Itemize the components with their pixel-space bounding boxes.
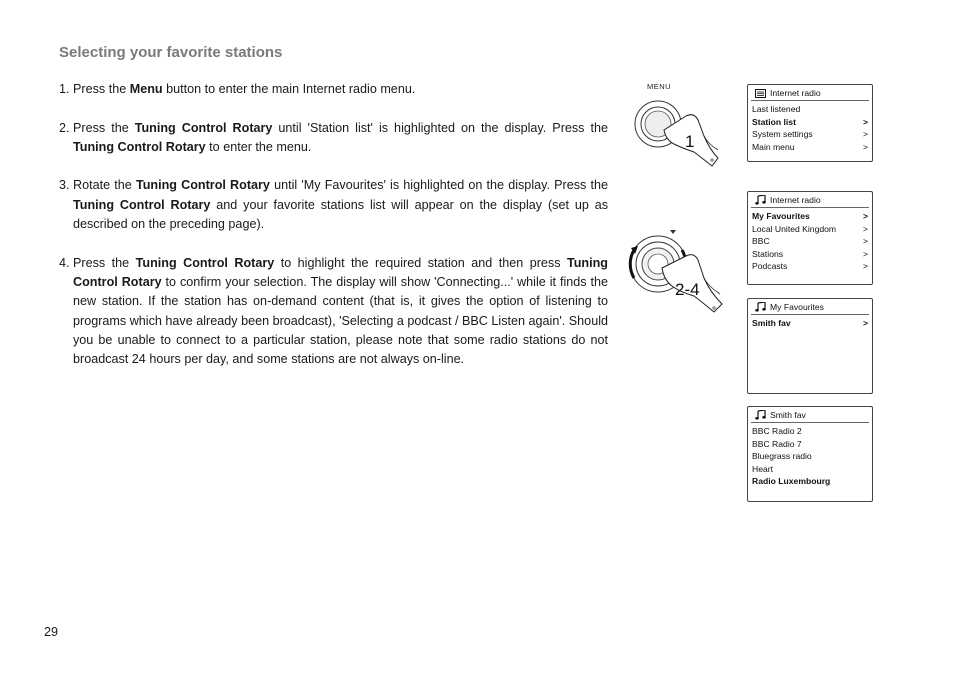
lcd-screen [747,191,873,285]
step-text: Press the Menu button to enter the main Internet radio menu. [73,82,416,96]
step-4 [59,254,608,370]
menu-item-label: Podcasts [752,261,788,272]
menu-list-item [748,317,872,330]
submenu-arrow [860,425,868,438]
step-2 [59,119,608,158]
music-note-icon [755,302,766,312]
menu-button-label: MENU [647,82,672,91]
submenu-arrow: > [862,211,868,221]
control-name: Tuning Control Rotary [73,255,608,289]
screen-title [751,85,869,101]
step-1 [59,80,608,99]
screen-title-text: Internet radio [770,194,821,205]
lcd-screen [747,84,873,162]
submenu-arrow [860,475,868,488]
menu-list-item [748,128,872,141]
screen-title-text: Internet radio [770,87,821,98]
music-note-icon [755,195,766,205]
section-heading: Selecting your favorite stations [59,44,283,61]
step-label-1: 1 [685,132,695,151]
step-text: Press the Tuning Control Rotary until 'Station list' is highlighted on the display. Press the Tuning Control Rotary to enter the menu. [73,120,608,154]
menu-button-illustration [634,92,724,172]
control-name: Tuning Control Rotary [135,178,270,193]
menu-item-label: Main menu [752,141,795,152]
music-note-icon [755,410,766,420]
submenu-arrow: > [862,141,868,152]
menu-list-item [748,103,872,116]
submenu-arrow [860,463,868,476]
lcd-screen [747,406,873,502]
control-name: Tuning Control Rotary [134,120,273,135]
screen-title-text: My Favourites [770,301,824,312]
submenu-arrow [860,438,868,451]
step-number: 3. [59,178,70,193]
step-text: Press the Tuning Control Rotary to highlight the required station and then press Tuning Control Rotary to confirm your selection. The display will show 'Connecting...' while it finds the new station. If the station has on-demand content (that is, it gives the option of listening to programs which have already been broadcast), 'Selecting a podcast / BBC Listen again'. Should you be unable to connect to a particular station, please note that some radio stations do not broadcast 24 hours per day, and some stations are not always on-line. [73,255,609,367]
submenu-arrow: > [862,261,868,272]
menu-item-label: Station list [752,116,796,127]
submenu-arrow: > [862,318,868,328]
menu-item-label: System settings [752,129,813,140]
menu-list-item [748,260,872,273]
menu-item-label: BBC [752,236,770,247]
menu-item-label: Radio Luxembourg [752,476,831,487]
list-icon [755,89,766,98]
menu-list-item [748,141,872,154]
submenu-arrow [860,103,868,116]
menu-item-label: Last listened [752,104,801,114]
step-text: Rotate the Tuning Control Rotary until 'My Favourites' is highlighted on the display. Press the Tuning Control Rotary and your favorite stations list will appear on the display (set up as described on the preceding page). [73,178,608,232]
control-name: Menu [129,82,163,96]
control-name: Tuning Control Rotary [73,139,206,154]
menu-list-item [748,438,872,451]
menu-item-label: Heart [752,463,774,474]
menu-list-item [748,425,872,438]
submenu-arrow: > [862,248,868,259]
menu-list-item [748,463,872,476]
submenu-arrow: > [862,236,868,247]
menu-list-item [748,116,872,129]
menu-list-item [748,475,872,488]
control-name: Tuning Control Rotary [73,197,211,212]
screen-title [751,407,869,423]
menu-item-label: Local United Kingdom [752,223,837,234]
screen-title-text: Smith fav [770,409,806,420]
step-number: 4. [59,255,70,270]
screen-title [751,299,869,315]
menu-item-label: Bluegrass radio [752,451,812,462]
submenu-arrow: > [862,223,868,234]
tuning-rotary-illustration [628,220,728,330]
instruction-steps [59,80,608,389]
menu-list-item [748,235,872,248]
menu-list-item [748,223,872,236]
step-number: 2. [59,120,70,135]
page-number: 29 [44,625,59,639]
control-name: Tuning Control Rotary [135,255,275,270]
menu-list-item [748,450,872,463]
submenu-arrow: > [862,129,868,140]
menu-item-label: Stations [752,248,784,259]
submenu-arrow [860,450,868,463]
step-label-2-4: 2-4 [675,280,700,299]
menu-item-label: My Favourites [752,211,810,221]
step-3 [59,176,608,234]
menu-item-label: BBC Radio 2 [752,426,802,436]
lcd-screen [747,298,873,394]
submenu-arrow: > [862,116,868,127]
menu-list-item [748,248,872,261]
menu-item-label: Smith fav [752,318,791,328]
menu-item-label: BBC Radio 7 [752,438,802,449]
screen-title [751,192,869,208]
step-number: 1. [59,82,70,96]
menu-list-item [748,210,872,223]
